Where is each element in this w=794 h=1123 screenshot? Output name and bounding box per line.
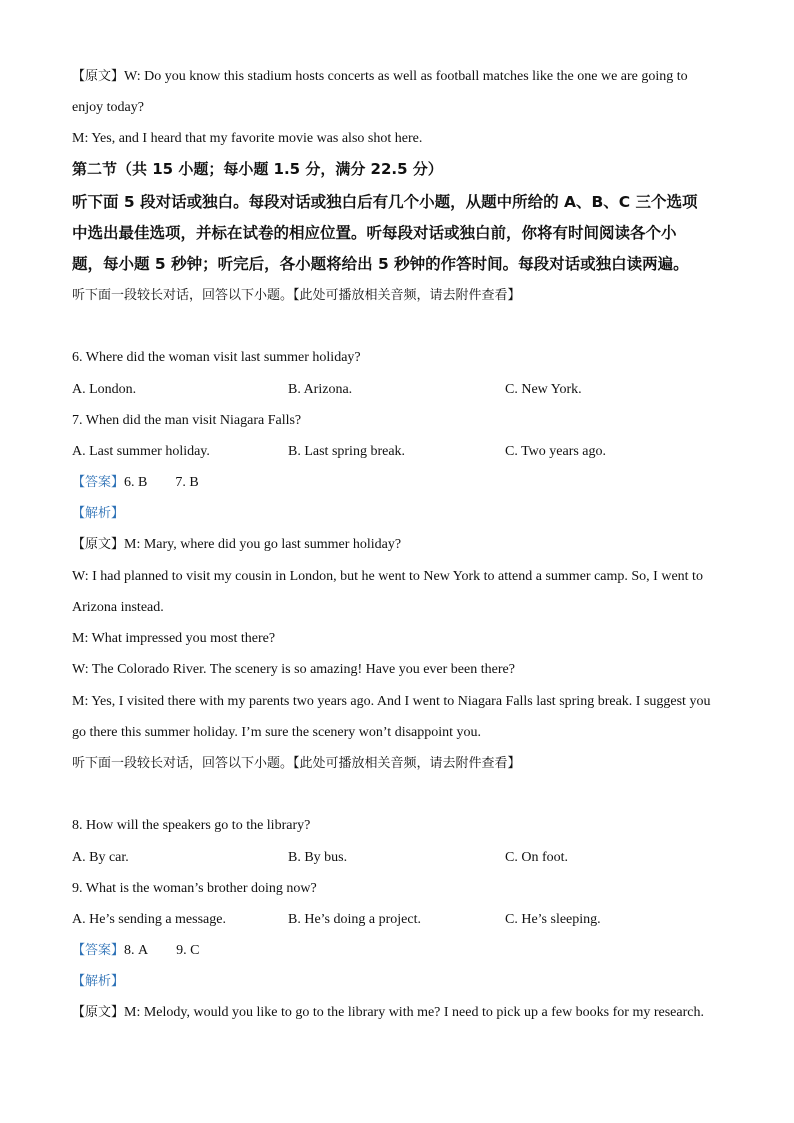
instructions-line: 题，每小题 5 秒钟；听完后，各小题将给出 5 秒钟的作答时间。每段对话或独白读两遍。 [72,255,689,273]
transcript-line: W: The Colorado River. The scenery is so amazing! Have you ever been there? [72,662,515,677]
option-a: A. Last summer holiday. [72,444,210,459]
answer-9: 9. C [176,943,200,958]
question-6: 6. Where did the woman visit last summer holiday? [72,350,361,365]
line-text: M: Mary, where did you go last summer holiday? [124,537,402,552]
question-7: 7. When did the man visit Niagara Falls? [72,413,302,428]
answer-6: 6. B [124,475,148,490]
answer-7: 7. B [175,475,199,490]
option-a: A. London. [72,382,137,397]
instructions-line: 听下面 5 段对话或独白。每段对话或独白后有几个小题，从题中所给的 A、B、C 三个选项 [72,193,698,211]
answer-8: 8. A [124,943,149,958]
instructions-line: 中选出最佳选项，并标在试卷的相应位置。听每段对话或独白前，你将有时间阅读各个小 [72,224,677,242]
transcript-line [72,68,734,86]
transcript-line [72,1004,734,1022]
transcript-line [72,536,734,554]
line-text: M: Melody, would you like to go to the library with me? I need to pick up a few books for my research. [124,1005,704,1020]
option-b: B. Arizona. [288,382,353,397]
option-b: B. He’s doing a project. [288,912,421,927]
transcript-line: M: Yes, I visited there with my parents two years ago. And I went to Niagara Falls last spring break. I suggest you [72,694,711,709]
transcript-line: enjoy today? [72,100,144,115]
answer-line [72,474,734,492]
option-c: C. On foot. [505,850,568,865]
original-text-tag: 【原文】 [72,69,125,84]
answer-line [72,942,734,960]
option-c: C. He’s sleeping. [505,912,601,927]
transcript-line: M: What impressed you most there? [72,631,276,646]
option-c: C. Two years ago. [505,444,607,459]
option-a: A. By car. [72,850,129,865]
audio-note: 听下面一段较长对话，回答以下小题。【此处可播放相关音频，请去附件查看】 [72,756,521,771]
transcript-line: Arizona instead. [72,600,164,615]
original-text-tag: 【原文】 [72,1005,125,1020]
transcript-line: M: Yes, and I heard that my favorite movie was also shot here. [72,131,423,146]
answer-tag: 【答案】 [72,475,125,490]
option-b: B. Last spring break. [288,444,406,459]
question-9: 9. What is the woman’s brother doing now? [72,881,317,896]
section-title: 第二节（共 15 小题；每小题 1.5 分，满分 22.5 分） [72,160,443,178]
audio-note: 听下面一段较长对话，回答以下小题。【此处可播放相关音频，请去附件查看】 [72,288,521,303]
transcript-line: W: I had planned to visit my cousin in London, but he went to New York to attend a summer camp. So, I went to [72,569,703,584]
analysis-tag: 【解析】 [72,974,125,989]
original-text-tag: 【原文】 [72,537,125,552]
option-a: A. He’s sending a message. [72,912,226,927]
option-c: C. New York. [505,382,582,397]
line-text: W: Do you know this stadium hosts concerts as well as football matches like the one we are going to [124,69,688,84]
answer-tag: 【答案】 [72,943,125,958]
analysis-tag: 【解析】 [72,506,125,521]
option-b: B. By bus. [288,850,348,865]
question-8: 8. How will the speakers go to the library? [72,818,311,833]
transcript-line: go there this summer holiday. I’m sure the scenery won’t disappoint you. [72,725,482,740]
